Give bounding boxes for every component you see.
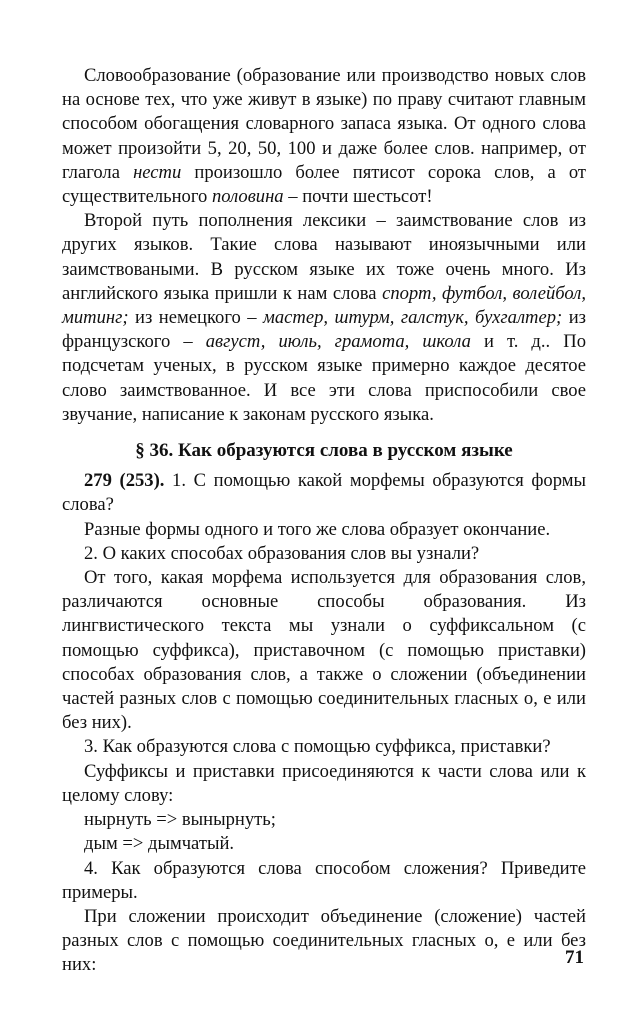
text-run: из французского – xyxy=(62,307,586,353)
paragraph-borrowing xyxy=(62,209,586,427)
italic-words: мастер, штурм, галстук, бухгалтер; xyxy=(263,307,563,329)
section-title: § 36. Как образуются слова в русском языке xyxy=(135,440,513,462)
question-text: 1. С помощью какой морфемы образуются формы слова? xyxy=(62,470,586,516)
paragraph-word-formation xyxy=(62,64,586,209)
page-number: 71 xyxy=(565,947,584,968)
exercise-answer-3: Суффиксы и приставки присоединяются к части слова или к целому слову: xyxy=(62,760,586,806)
text-run: Словообразование (образование или производство новых слов на основе тех, что уже живут в языке) по праву считают главным способом обогащения словарного запаса языка. От одного слова может произойти 5, 20, 50, 100 и даже более слов. например, от глагола xyxy=(62,65,586,183)
text-run: – почти шестьсот! xyxy=(283,186,433,208)
example-line-1: нырнуть => вынырнуть; xyxy=(84,809,276,831)
example-line-2: дым => дымчатый. xyxy=(84,833,235,855)
italic-words: август, июль, грамота, школа xyxy=(205,331,471,353)
exercise-answer-2: От того, какая морфема используется для образования слов, различаются основные способы образования. Из лингвистического текста мы узнали о суффиксальном (с помощью суффикса), приставочном (с помощью приставки) способах образования слов, а также о сложении (объединении частей разных слов с помощью соединительных гласных о, е или без них). xyxy=(62,567,586,734)
italic-word: нести xyxy=(133,161,182,183)
exercise-question-2: 2. О каких способах образования слов вы узнали? xyxy=(84,542,480,564)
text-run: произошло более пятисот сорока слов, а от существительного xyxy=(62,161,586,208)
text-run: и т. д.. По подсчетам ученых, в русском языке примерно каждое десятое слово заимствованное. И все эти слова приспособили свое звучание, написание к законам русского языка. xyxy=(62,331,586,425)
text-run: Второй путь пополнения лексики – заимствование слов из других языков. Такие слова называют иноязычными или заимствоваными. В русском языке их тоже очень много. Из английского языка пришли к нам слова xyxy=(62,210,586,304)
exercise-question-1 xyxy=(62,469,586,517)
exercise-answer-1: Разные формы одного и того же слова образует окончание. xyxy=(84,518,551,540)
italic-word: половина xyxy=(211,186,284,208)
exercise-number: 279 (253). xyxy=(84,470,165,492)
exercise-answer-4: При сложении происходит объединение (сложение) частей разных слов с помощью соединительных гласных о, е или без них: xyxy=(62,905,586,976)
italic-words: спорт, футбол, волейбол, митинг; xyxy=(62,282,586,329)
text-run: из немецкого – xyxy=(128,307,264,329)
exercise-question-4: 4. Как образуются слова способом сложения? Приведите примеры. xyxy=(62,857,586,903)
exercise-question-3: 3. Как образуются слова с помощью суффикса, приставки? xyxy=(84,736,551,758)
